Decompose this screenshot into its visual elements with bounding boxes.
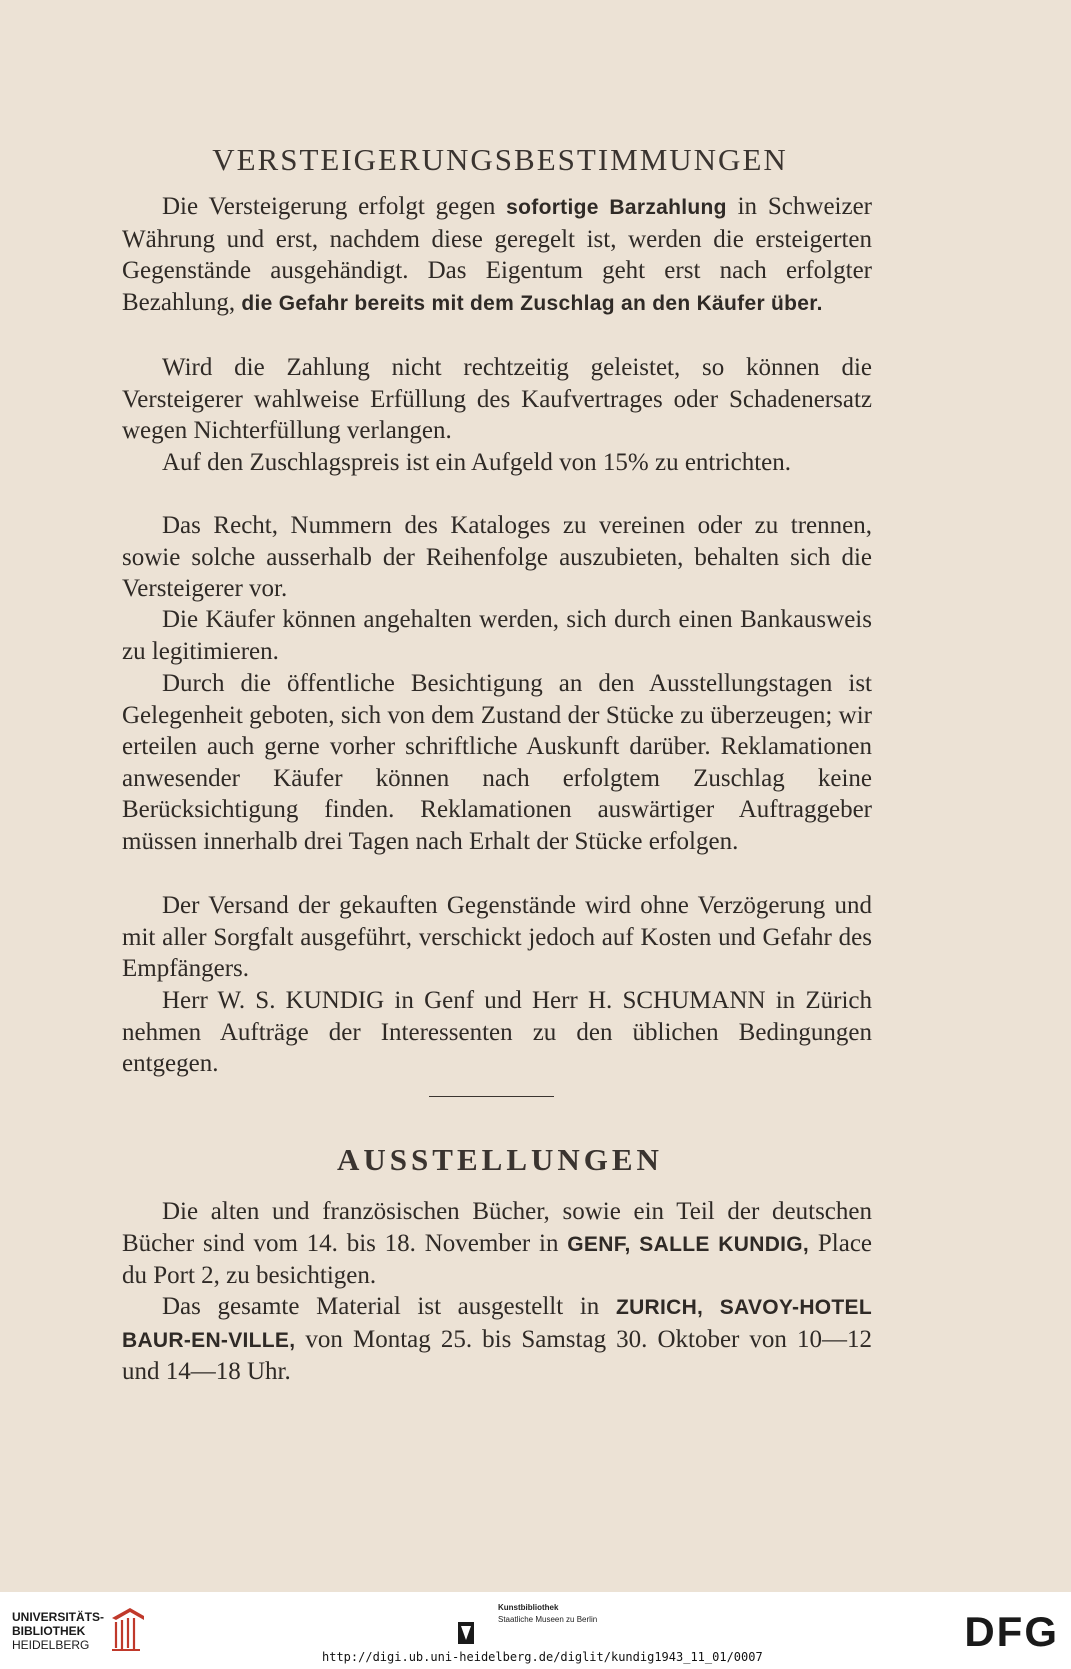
paragraph-agents xyxy=(122,985,872,1080)
paragraph-premium xyxy=(122,447,872,479)
paragraph-text: Der Versand der gekauften Gegenstände wird ohne Verzögerung und mit aller Sorgfalt ausgeführt, verschickt jedoch auf Kosten und Gefahr des Empfängers. xyxy=(122,892,872,983)
paragraph-text: Die alten und französischen Bücher, sowie ein Teil der deutschen Bücher sind vom 14. bis 18. November in xyxy=(122,1198,872,1257)
paragraph-text: Das gesamte Material ist ausgestellt in xyxy=(162,1293,616,1320)
heading-ausstellungen: AUSSTELLUNGEN xyxy=(337,1142,663,1177)
paragraph-lot-rights xyxy=(122,510,872,605)
ub-emblem-icon xyxy=(108,1604,148,1654)
paragraph-identification xyxy=(122,604,872,667)
paragraph-text: Die Käufer können angehalten werden, sich durch einen Bankausweis zu legitimieren. xyxy=(122,606,872,665)
kb-logo-line: Kunstbibliothek xyxy=(498,1603,559,1612)
paragraph-text: Durch die öffentliche Besichtigung an den Ausstellungstagen ist Gelegenheit geboten, sich von dem Zustand der Stücke zu überzeugen; wir erteilen auch gerne vorher schriftliche Auskunft darüber. Reklamationen anwesender Käufer können nach erfolgtem Zuschlag keine Berücksichtigung finden. Reklamationen auswärtiger Auftraggeber müssen innerhalb drei Tagen nach Erhalt der Stücke erfolgen. xyxy=(122,670,872,855)
paragraph-text: Die Versteigerung erfolgt gegen xyxy=(162,193,507,220)
ub-logo-line: HEIDELBERG xyxy=(12,1638,90,1652)
ub-logo-line: BIBLIOTHEK xyxy=(12,1624,86,1638)
bold-text: sofortige Barzahlung xyxy=(506,196,727,219)
divider-rule xyxy=(429,1096,554,1097)
paragraph-text: Herr W. S. KUNDIG in Genf und Herr H. SCHUMANN in Zürich nehmen Aufträge der Interessenten zu den üblichen Bedingungen entgegen. xyxy=(122,987,872,1078)
paragraph-text: von Montag 25. bis Samstag 30. Oktober von 10—12 und 14—18 Uhr. xyxy=(122,1325,872,1386)
paragraph-inspection xyxy=(122,668,872,858)
viewer-footer xyxy=(0,1592,1071,1669)
bold-text: GENF, SALLE KUNDIG, xyxy=(567,1232,810,1256)
kb-logo-line: Staatliche Museen zu Berlin xyxy=(498,1615,598,1624)
paragraph-text: Das Recht, Nummern des Kataloges zu vereinen oder zu trennen, sowie solche ausserhalb der Reihenfolge auszubieten, behalten sich die Versteigerer vor. xyxy=(122,512,872,603)
paragraph-late-payment xyxy=(122,352,872,447)
paragraph-text: Place du Port 2, zu besichtigen. xyxy=(122,1229,873,1290)
heading-versteigerungsbestimmungen: VERSTEIGERUNGSBESTIMMUNGEN xyxy=(212,142,788,177)
paragraph-shipping xyxy=(122,890,872,985)
kunstbibliothek-logo[interactable] xyxy=(498,1602,597,1626)
ub-heidelberg-logo[interactable] xyxy=(12,1610,104,1652)
dfg-logo[interactable]: DFG xyxy=(964,1608,1059,1655)
bold-text: ZURICH, SAVOY-HOTEL BAUR-EN-VILLE, xyxy=(122,1296,872,1352)
paragraph-payment xyxy=(122,191,872,319)
permalink-url[interactable]: http://digi.ub.uni-heidelberg.de/diglit/kundig1943_11_01/0007 xyxy=(322,1650,763,1664)
paragraph-geneva-exhibition xyxy=(122,1196,872,1292)
paragraph-text: Wird die Zahlung nicht rechtzeitig geleistet, so können die Versteigerer wahlweise Erfüllung des Kaufvertrages oder Schadenersatz wegen Nichterfüllung verlangen. xyxy=(122,354,872,445)
paragraph-text: Auf den Zuschlagspreis ist ein Aufgeld von 15% zu entrichten. xyxy=(162,449,792,476)
kunstbibliothek-icon xyxy=(458,1622,474,1644)
paragraph-text: in Schweizer Währung und erst, nachdem diese geregelt ist, werden die ersteigerten Gegenstände ausgehändigt. Das Eigentum geht erst nach erfolgter Bezahlung, xyxy=(122,193,873,316)
bold-text: die Gefahr bereits mit dem Zuschlag an den Käufer über. xyxy=(241,291,823,315)
paragraph-zurich-exhibition xyxy=(122,1291,872,1388)
ub-logo-line: UNIVERSITÄTS- xyxy=(12,1610,105,1624)
